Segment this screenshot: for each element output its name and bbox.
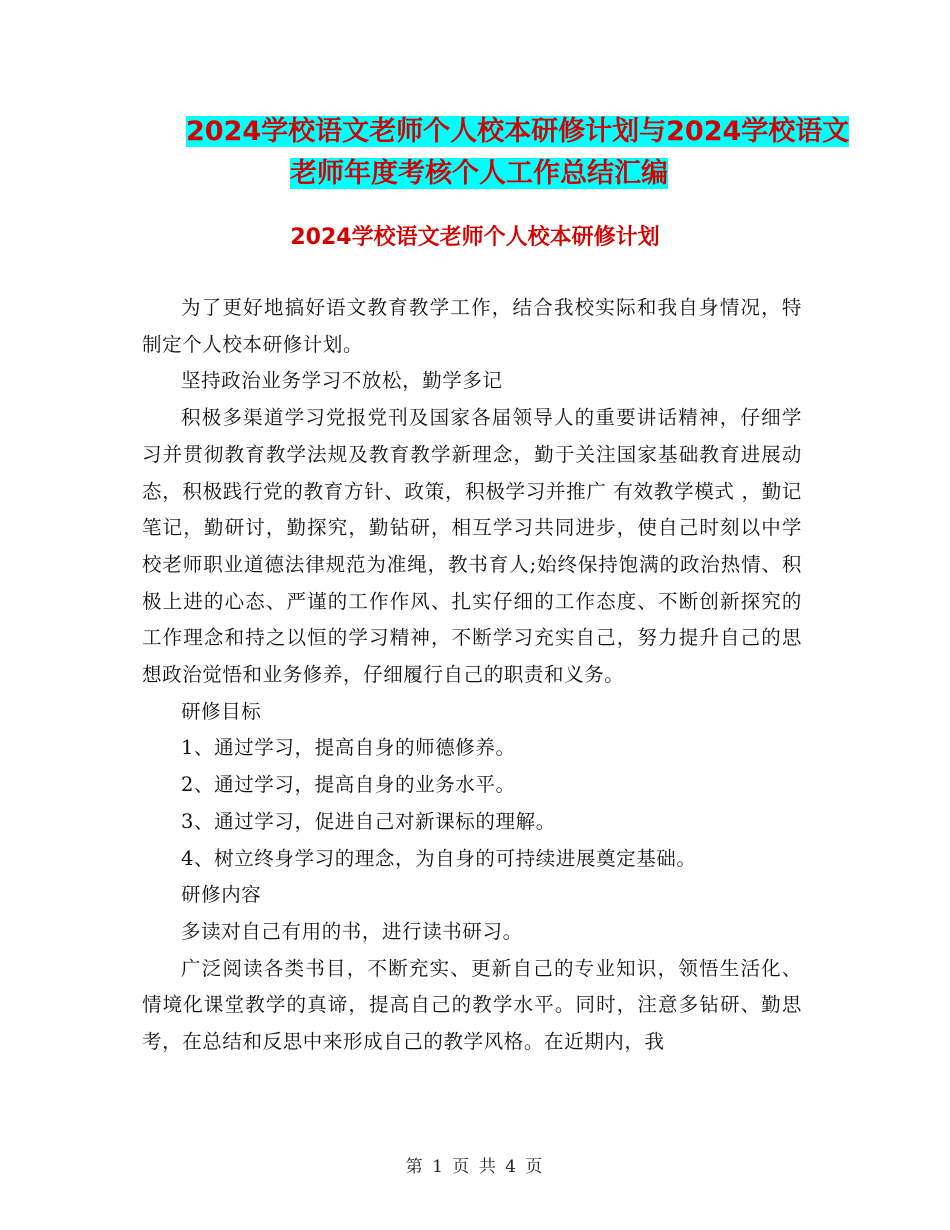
document-title-line-1: 2024学校语文老师个人校本研修计划与2024学校语文 [186,116,850,147]
list-item-goal-4: 4、树立终身学习的理念，为自身的可持续进展奠定基础。 [181,846,697,870]
list-item-goal-3: 3、通过学习，促进自己对新课标的理解。 [181,809,556,833]
paragraph-reading: 多读对自己有用的书，进行读书研习。 [181,919,523,943]
paragraph-heading-content: 研修内容 [181,883,262,907]
list-item-goal-1: 1、通过学习，提高自身的师德修养。 [181,736,516,760]
paragraph-heading-goals: 研修目标 [181,699,262,723]
list-item-goal-2: 2、通过学习，提高自身的业务水平。 [181,773,516,797]
paragraph-intro: 为了更好地搞好语文教育教学工作，结合我校实际和我自身情况，特制定个人校本研修计划。 [142,296,802,356]
section-title: 2024学校语文老师个人校本研修计划 [290,225,660,250]
paragraph-reading-details: 广泛阅读各类书目，不断充实、更新自己的专业知识，领悟生活化、情境化课堂教学的真谛，提高自己的教学水平。同时，注意多钻研、勤思考，在总结和反思中来形成自己的教学风格。在近期内，我 [142,956,802,1054]
paragraph-study-details: 积极多渠道学习党报党刊及国家各届领导人的重要讲话精神，仔细学习并贯彻教育教学法规及教育教学新理念，勤于关注国家基础教育进展动态，积极践行党的教育方针、政策，积极学习并推广 有效教学模式 ，勤记笔记，勤研讨，勤探究，勤钻研，相互学习共同进步，使自己时刻以中学校老师职业道德法律规范为准绳，教书育人;始终保持饱满的政治热情、积极上进的心态、严谨的工作作风、扎实仔细的工作态度、不断创新探究的工作理念和持之以恒的学习精神，不断学习充实自己，努力提升自己的思想政治觉悟和业务修养，仔细履行自己的职责和义务。 [142,406,802,687]
paragraph-heading-study: 坚持政治业务学习不放松，勤学多记 [181,369,503,393]
document-title-line-2: 老师年度考核个人工作总结汇编 [290,158,668,189]
document-body [142,290,802,1061]
page-footer: 第 1 页 共 4 页 [405,1157,545,1177]
